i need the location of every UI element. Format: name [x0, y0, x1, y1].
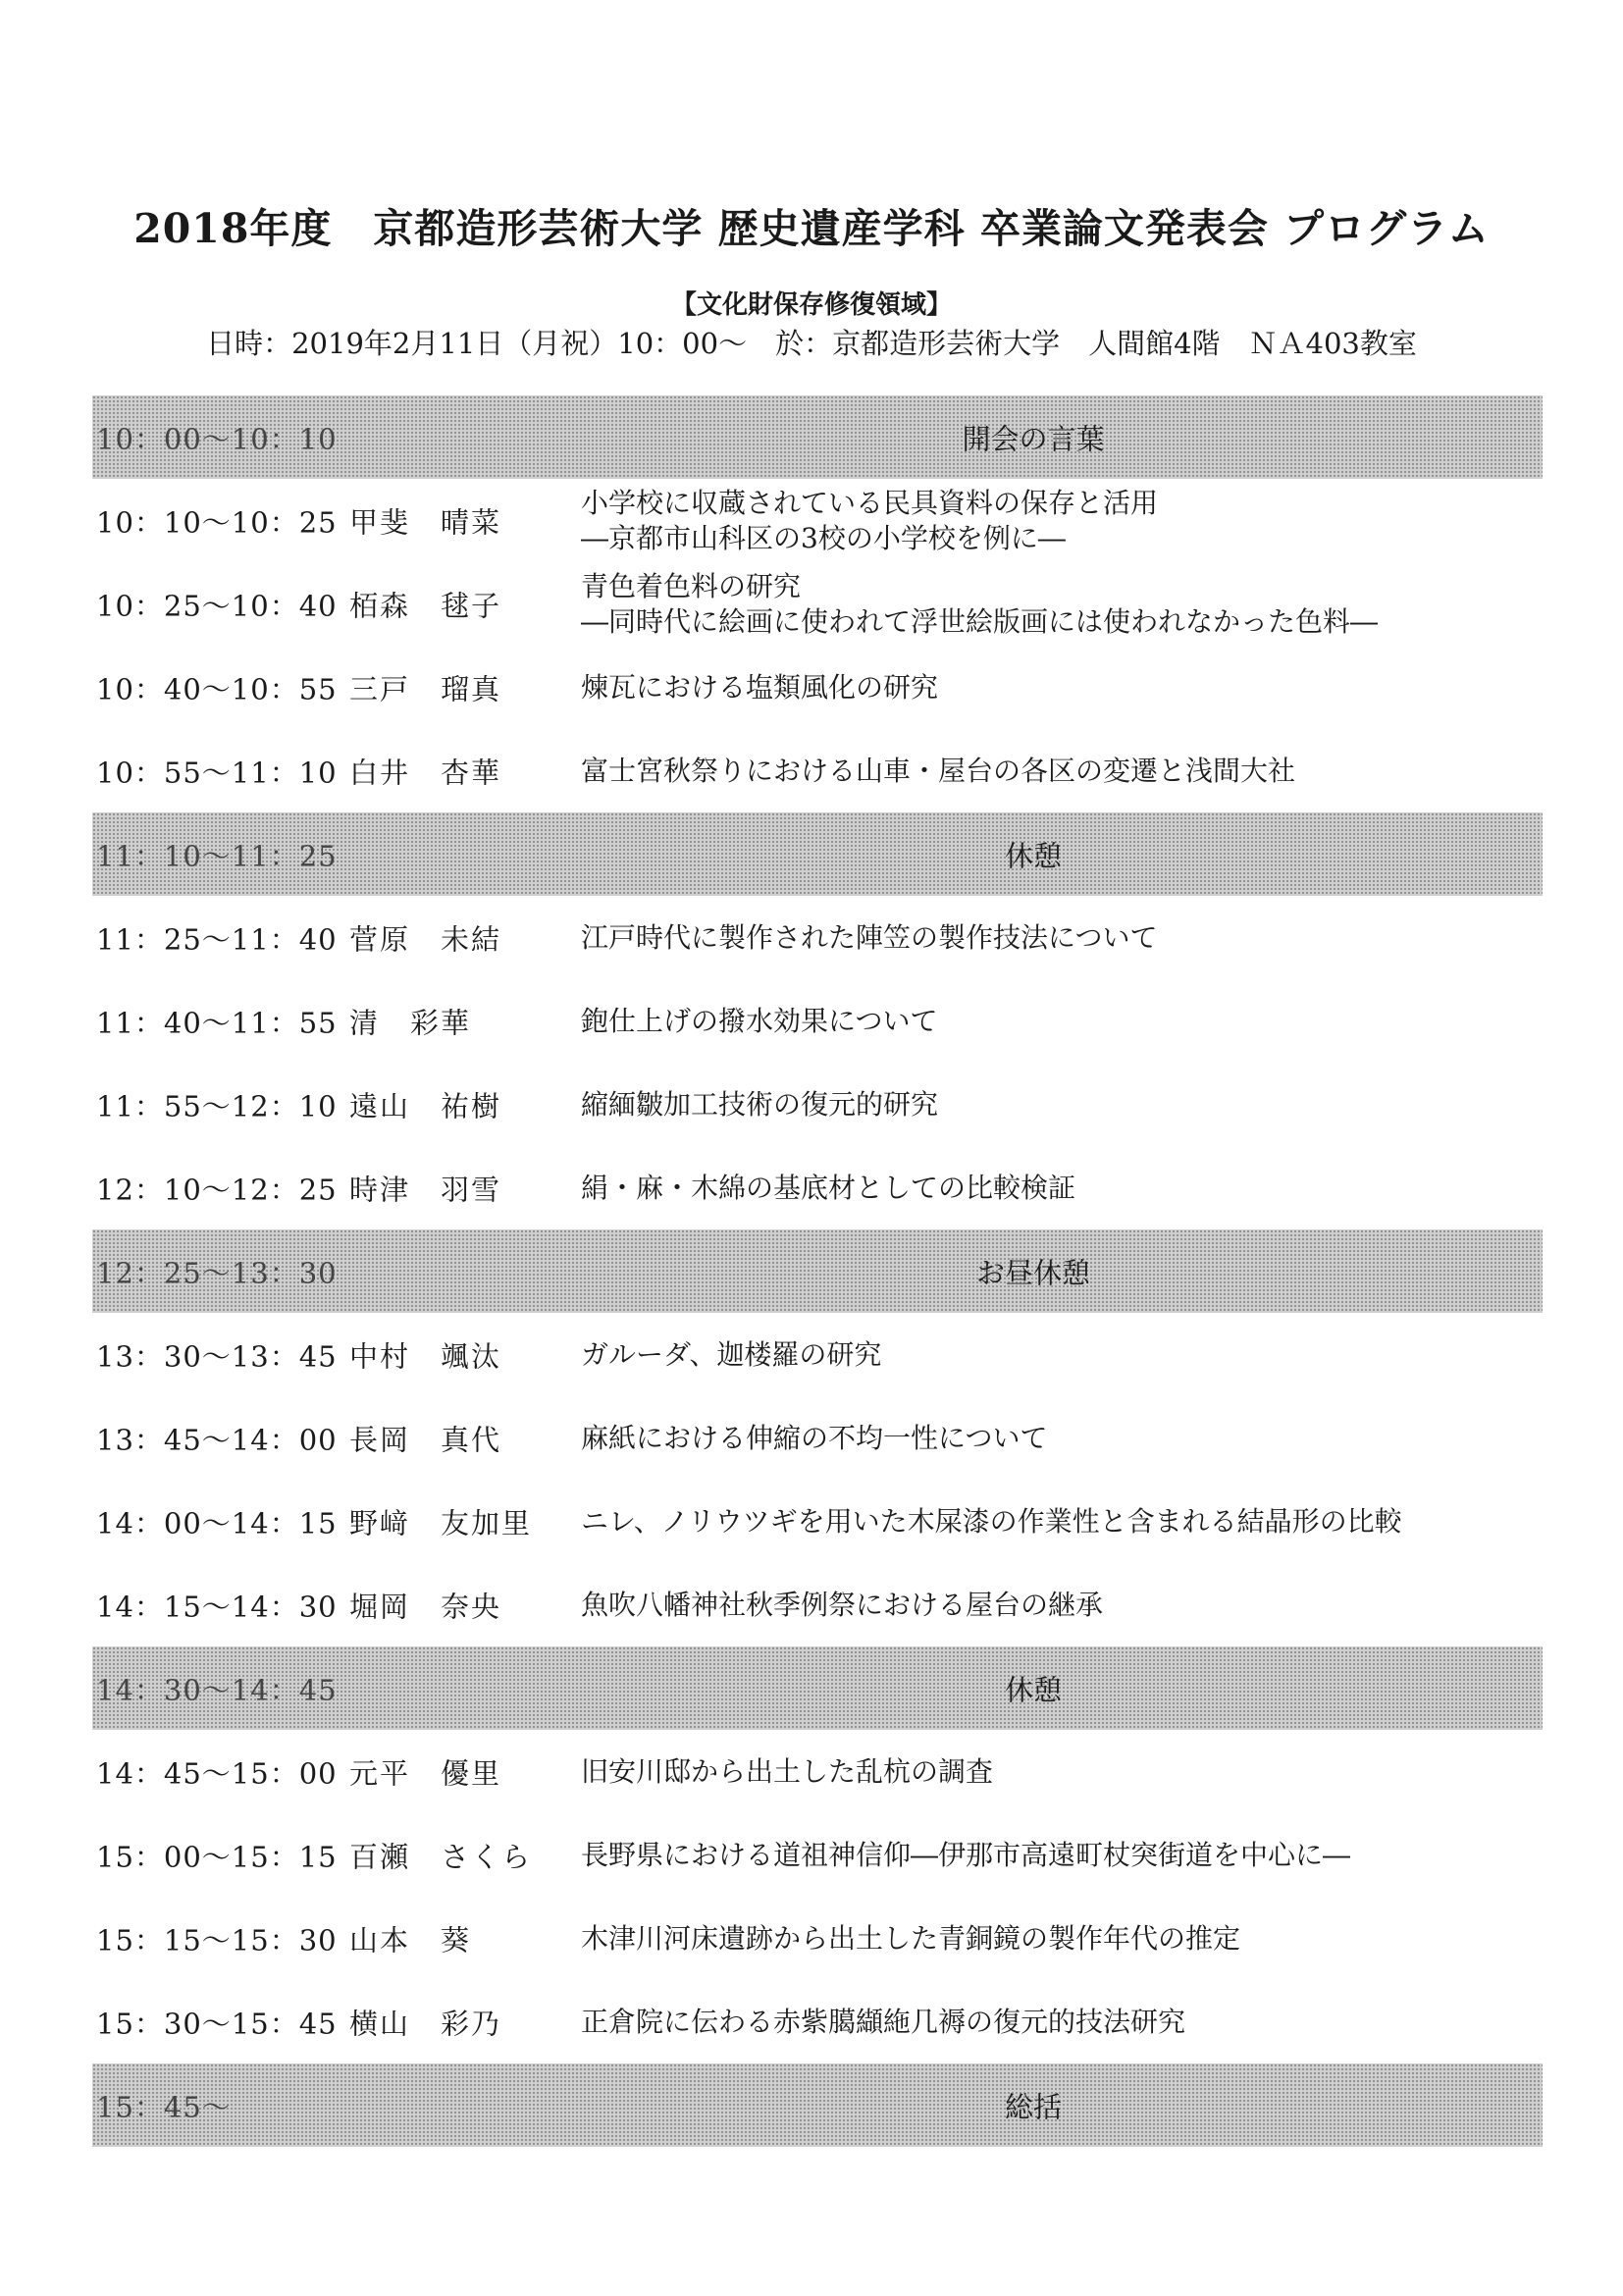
time-slot: 14：45～15：00: [96, 1756, 338, 1790]
thesis-title-block: [581, 486, 1158, 556]
break-row: [92, 1229, 1543, 1313]
schedule-table: [92, 395, 1543, 2147]
presentation-row: [92, 729, 1543, 812]
thesis-title-block: [581, 2005, 1185, 2040]
presenter-name: 山本 葵: [349, 1923, 472, 1957]
thesis-title: 絹・麻・木綿の基底材としての比較検証: [581, 1171, 1076, 1204]
thesis-title: 青色着色料の研究: [581, 569, 802, 602]
time-slot: 12：10～12：25: [96, 1173, 338, 1206]
time-slot: 14：30～14：45: [96, 1673, 338, 1706]
time-slot: 10：40～10：55: [96, 672, 338, 705]
thesis-title-block: [581, 1337, 881, 1373]
presentation-row: [92, 1980, 1543, 2063]
thesis-title: 縮緬皺加工技術の復元的研究: [581, 1087, 939, 1121]
break-row: [92, 2063, 1543, 2147]
presenter-name: 横山 彩乃: [349, 2007, 502, 2040]
thesis-title-block: [581, 920, 1157, 956]
thesis-title-block: [581, 1004, 937, 1039]
thesis-title: 小学校に収蔵されている民具資料の保存と活用: [581, 486, 1159, 519]
time-slot: 10：00～10：10: [96, 422, 338, 455]
break-row: [92, 395, 1543, 479]
presentation-row: [92, 896, 1543, 979]
thesis-title-block: [581, 569, 1378, 640]
time-slot: 10：25～10：40: [96, 589, 338, 622]
time-slot: 12：25～13：30: [96, 1256, 338, 1289]
thesis-title: 鉋仕上げの撥水効果について: [581, 1004, 938, 1037]
time-slot: 13：30～13：45: [96, 1339, 338, 1373]
thesis-title: 旧安川邸から出土した乱杭の調査: [581, 1754, 994, 1788]
presentation-row: [92, 979, 1543, 1063]
thesis-title: 正倉院に伝わる赤紫臈纈絁几褥の復元的技法研究: [581, 2005, 1186, 2038]
thesis-title: 富士宮秋祭りにおける山車・屋台の各区の変遷と浅間大社: [581, 754, 1296, 787]
time-slot: 15：15～15：30: [96, 1923, 338, 1957]
time-slot: 15：45～: [96, 2090, 232, 2123]
break-row: [92, 812, 1543, 896]
thesis-subtitle: ―京都市山科区の3校の小学校を例に―: [581, 521, 1066, 554]
presenter-name: 遠山 祐樹: [349, 1089, 502, 1122]
presenter-name: 長岡 真代: [349, 1423, 502, 1456]
page-title: 2018年度 京都造形芸術大学 歴史遺産学科 卒業論文発表会 プログラム: [133, 205, 1490, 252]
time-slot: 11：10～11：25: [96, 839, 338, 872]
presenter-name: 堀岡 奈央: [349, 1590, 502, 1623]
break-row: [92, 1646, 1543, 1730]
presentation-row: [92, 1813, 1543, 1897]
time-slot: 14：15～14：30: [96, 1590, 338, 1623]
presentation-row: [92, 1897, 1543, 1980]
time-slot: 11：40～11：55: [96, 1006, 338, 1039]
time-slot: 10：55～11：10: [96, 756, 338, 789]
presentation-row: [92, 1313, 1543, 1396]
presentation-row: [92, 1730, 1543, 1813]
thesis-title: 木津川河床遺跡から出土した青銅鏡の製作年代の推定: [581, 1921, 1241, 1955]
presentation-row: [92, 479, 1543, 562]
break-label: お昼休憩: [975, 1256, 1090, 1289]
presenter-name: 白井 杏華: [349, 756, 502, 789]
presenter-name: 中村 颯汰: [349, 1339, 502, 1373]
time-slot: 10：10～10：25: [96, 505, 338, 539]
date-venue-line: 日時：2019年2月11日（月祝）10：00～ 於：京都造形芸術大学 人間館4階 ＮＡ403教室: [206, 327, 1417, 360]
thesis-title-block: [581, 1588, 1103, 1623]
presentation-row: [92, 1563, 1543, 1646]
thesis-title-block: [581, 1838, 1350, 1873]
presenter-name: 甲斐 晴菜: [349, 505, 502, 539]
presenter-name: 栢森 毬子: [349, 589, 502, 622]
thesis-title: 長野県における道祖神信仰―伊那市高遠町杖突街道を中心に―: [581, 1838, 1351, 1871]
presentation-row: [92, 646, 1543, 729]
thesis-title-block: [581, 670, 938, 705]
thesis-title-block: [581, 1087, 938, 1122]
presenter-name: 時津 羽雪: [349, 1173, 502, 1206]
break-label: 休憩: [1004, 839, 1062, 872]
time-slot: 11：25～11：40: [96, 922, 338, 956]
thesis-title-block: [581, 1171, 1075, 1206]
presentation-row: [92, 1480, 1543, 1563]
thesis-title-block: [581, 1504, 1402, 1539]
presentation-row: [92, 1146, 1543, 1229]
time-slot: 11：55～12：10: [96, 1089, 338, 1122]
presenter-name: 菅原 未結: [349, 922, 502, 956]
presenter-name: 百瀬 さくら: [349, 1840, 533, 1873]
break-label: 開会の言葉: [962, 422, 1105, 455]
thesis-title: 江戸時代に製作された陣笠の製作技法について: [581, 920, 1158, 954]
break-label: 休憩: [1004, 1673, 1062, 1706]
thesis-title: ガルーダ、迦楼羅の研究: [581, 1337, 882, 1371]
thesis-title-block: [581, 754, 1295, 789]
presentation-row: [92, 1063, 1543, 1146]
time-slot: 13：45～14：00: [96, 1423, 338, 1456]
thesis-title: 麻紙における伸縮の不均一性について: [581, 1421, 1048, 1454]
presenter-name: 野﨑 友加里: [349, 1506, 533, 1539]
presentation-row: [92, 1396, 1543, 1480]
presentation-row: [92, 562, 1543, 646]
time-slot: 15：00～15：15: [96, 1840, 338, 1873]
thesis-title-block: [581, 1921, 1240, 1957]
time-slot: 15：30～15：45: [96, 2007, 338, 2040]
thesis-title-block: [581, 1421, 1047, 1456]
thesis-subtitle: ―同時代に絵画に使われて浮世絵版画には使われなかった色料―: [581, 604, 1379, 638]
thesis-title-block: [581, 1754, 993, 1790]
presenter-name: 三戸 瑠真: [349, 672, 502, 705]
thesis-title: ニレ、ノリウツギを用いた木屎漆の作業性と含まれる結晶形の比較: [581, 1504, 1402, 1538]
presenter-name: 清 彩華: [349, 1006, 472, 1039]
time-slot: 14：00～14：15: [96, 1506, 338, 1539]
thesis-title: 魚吹八幡神社秋季例祭における屋台の継承: [581, 1588, 1104, 1621]
field-heading: 【文化財保存修復領域】: [670, 290, 952, 320]
thesis-title: 煉瓦における塩類風化の研究: [581, 670, 939, 704]
presenter-name: 元平 優里: [349, 1756, 502, 1790]
break-label: 総括: [1004, 2090, 1062, 2123]
